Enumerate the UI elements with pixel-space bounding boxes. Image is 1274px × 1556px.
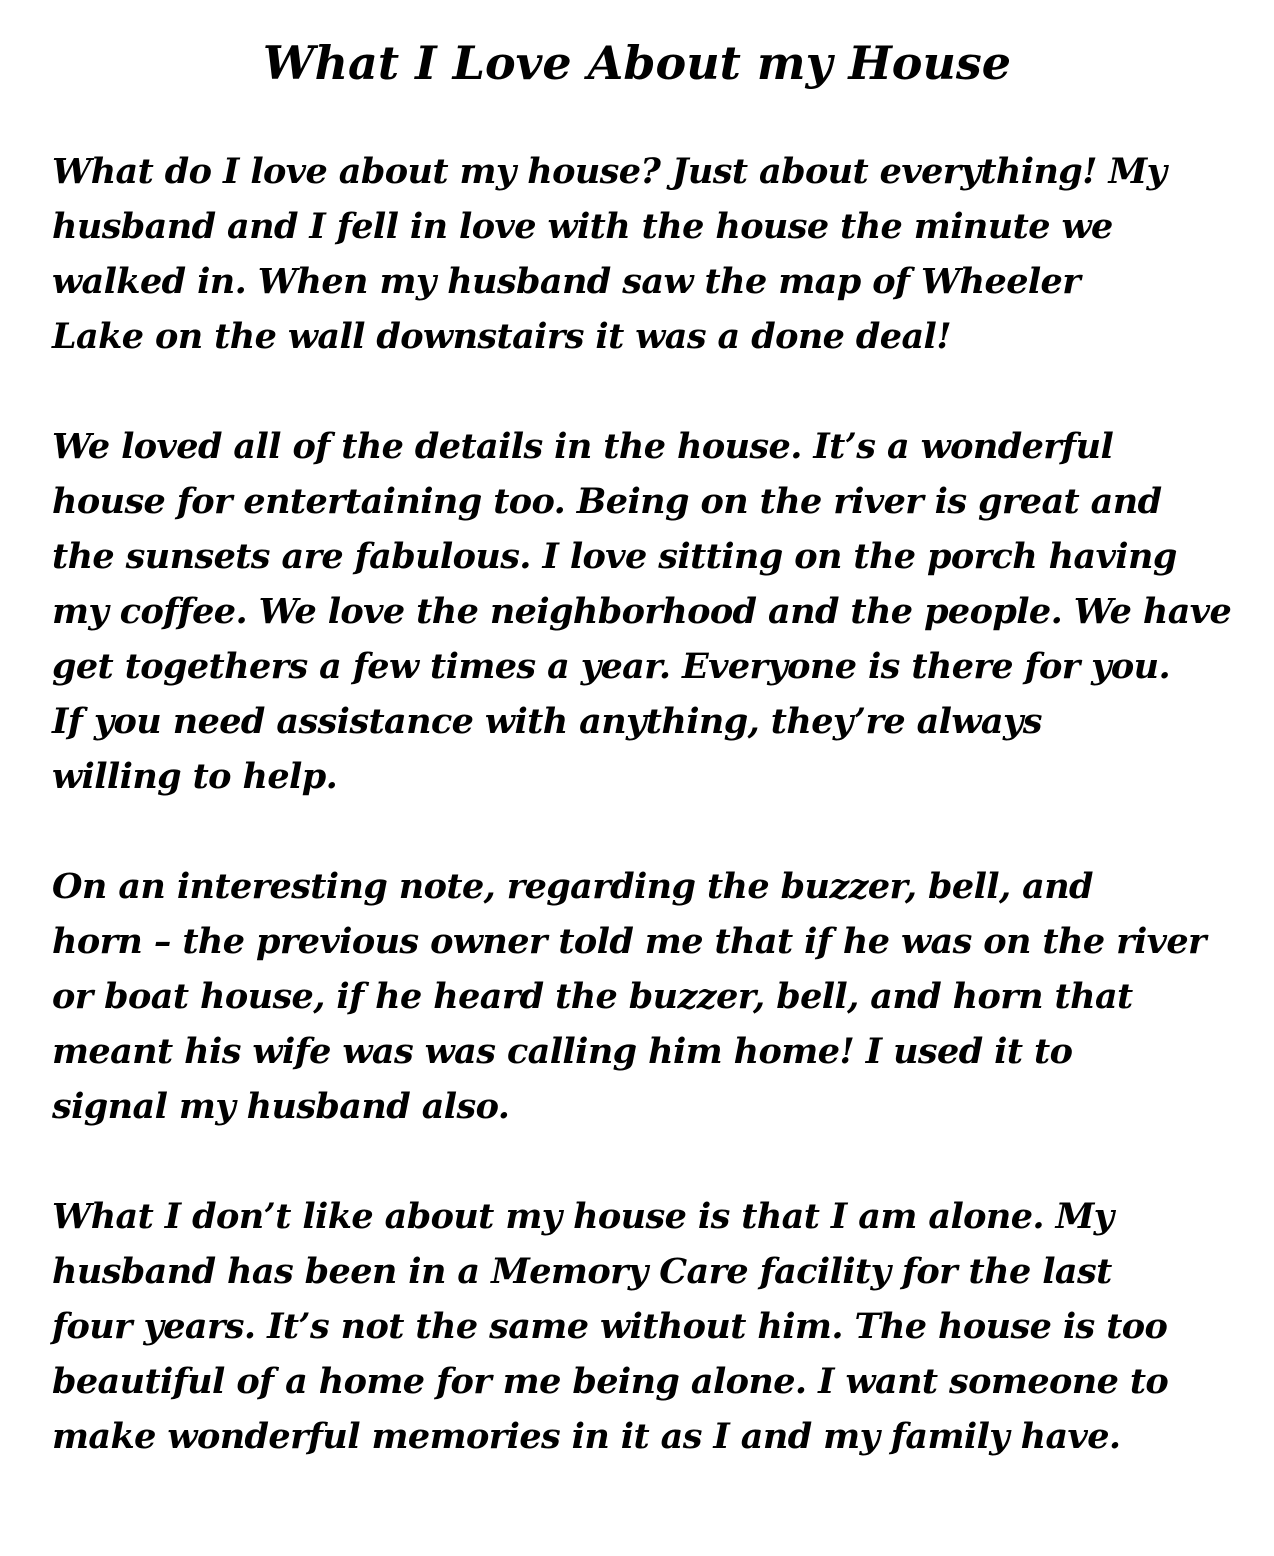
text-line: make wonderful memories in it as I and my family have. <box>52 1416 1121 1457</box>
text-line: horn – the previous owner told me that if he was on the river <box>52 921 1206 962</box>
text-line: signal my husband also. <box>52 1086 510 1127</box>
page-title: What I Love About my House <box>262 36 1012 90</box>
text-line: What I don’t like about my house is that I am alone. My <box>52 1196 1114 1237</box>
text-line: beautiful of a home for me being alone. I want someone to <box>52 1361 1169 1402</box>
text-line: If you need assistance with anything, they’re always <box>52 701 1042 742</box>
text-line: or boat house, if he heard the buzzer, bell, and horn that <box>52 976 1133 1017</box>
paragraph-2 <box>52 419 1242 804</box>
text-line: husband and I fell in love with the house the minute we <box>52 206 1113 247</box>
text-line: the sunsets are fabulous. I love sitting on the porch having <box>52 536 1177 577</box>
text-line: get togethers a few times a year. Everyone is there for you. <box>52 646 1171 687</box>
text-line: my coffee. We love the neighborhood and the people. We have <box>52 591 1232 632</box>
letter-body <box>52 144 1242 1519</box>
text-line: walked in. When my husband saw the map of Wheeler <box>52 261 1081 302</box>
text-line: husband has been in a Memory Care facility for the last <box>52 1251 1112 1292</box>
text-line: We loved all of the details in the house. It’s a wonderful <box>52 426 1114 467</box>
text-line: What do I love about my house? Just about everything! My <box>52 151 1167 192</box>
text-line: house for entertaining too. Being on the river is great and <box>52 481 1162 522</box>
text-line: On an interesting note, regarding the buzzer, bell, and <box>52 866 1093 907</box>
text-line: willing to help. <box>52 756 338 797</box>
paragraph-3 <box>52 859 1242 1134</box>
paragraph-4 <box>52 1189 1242 1464</box>
text-line: meant his wife was was calling him home! I used it to <box>52 1031 1073 1072</box>
text-line: four years. It’s not the same without him. The house is too <box>52 1306 1168 1347</box>
paragraph-1 <box>52 144 1242 364</box>
text-line: Lake on the wall downstairs it was a done deal! <box>52 316 951 357</box>
